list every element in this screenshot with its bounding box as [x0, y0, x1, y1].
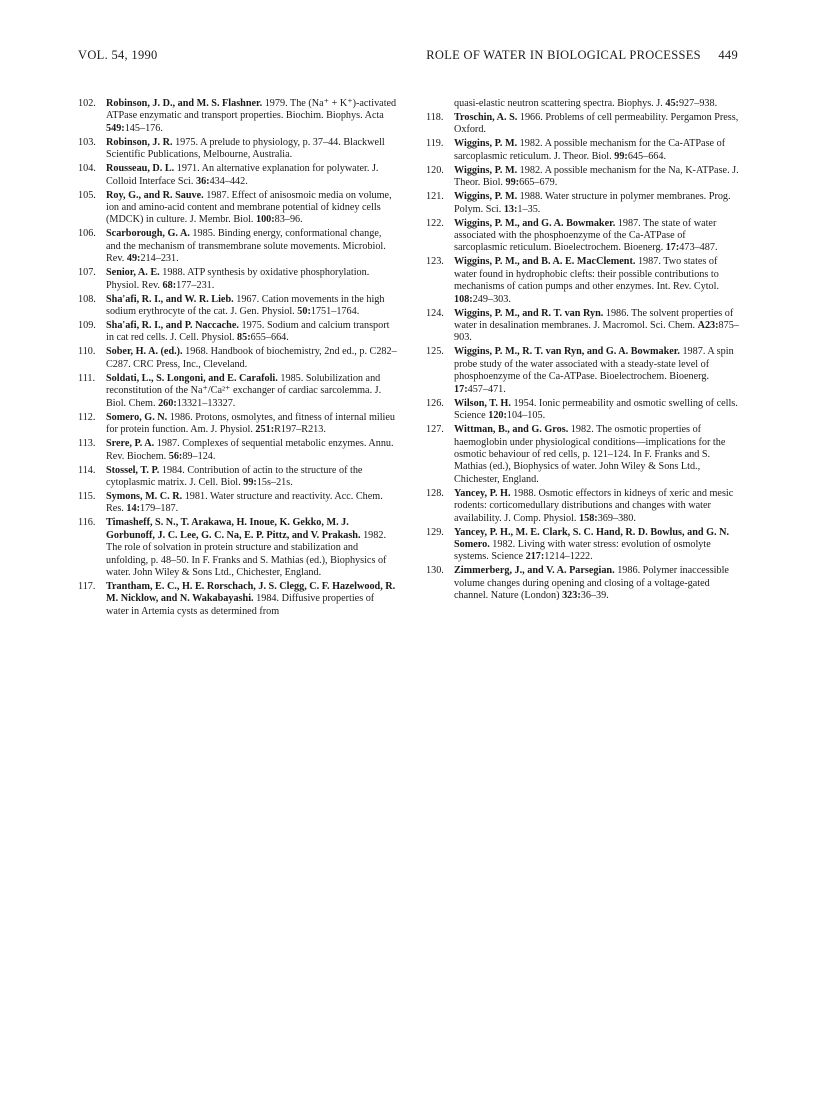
reference-entry: [78, 465, 398, 490]
reference-entry: [426, 565, 740, 602]
reference-pages: 1751–1764.: [310, 306, 360, 318]
reference-entry: [78, 267, 398, 292]
reference-text: 1975. Sodium and calcium transport in cat red cells. J. Cell. Physiol.: [106, 320, 390, 344]
reference-entry: [426, 424, 740, 486]
reference-authors: Wiggins, P. M., and R. T. van Ryn.: [454, 307, 604, 319]
reference-number: 116.: [78, 517, 96, 529]
reference-pages: 104–105.: [506, 410, 546, 422]
reference-entry: [426, 191, 740, 216]
reference-text: 1985. Solubilization and reconstitution of the Na⁺/Ca²⁺ exchanger of cardiac sarcolemma. J. Biol. Chem.: [106, 372, 382, 409]
reference-volume: 13:: [503, 203, 518, 215]
reference-entry: [426, 488, 740, 525]
reference-pages: 179–187.: [139, 503, 179, 515]
reference-pages: 249–303.: [472, 293, 511, 305]
reference-volume: 323:: [562, 590, 581, 602]
reference-pages: 15s–21s.: [256, 476, 293, 488]
reference-text: 1982. Living with water stress: evolution of osmolyte systems. Science: [454, 538, 711, 563]
reference-text: 1982. The osmotic properties of haemoglobin under physiological conditions—implications for the osmotic behaviour of red cells, p. 121–124. In F. Franks and S. Mathias (ed.), Biophysics of water. John Wiley & Sons Ltd., Chichester, England.: [454, 424, 726, 485]
references-column-right: [426, 98, 740, 604]
volume-year: VOL. 54, 1990: [78, 48, 158, 62]
reference-authors: Robinson, J. R.: [106, 136, 173, 148]
reference-authors: Wittman, B., and G. Gros.: [454, 424, 569, 436]
reference-pages: 927–938.: [678, 98, 718, 109]
reference-entry: [78, 137, 398, 162]
reference-authors: Senior, A. E.: [106, 267, 160, 279]
reference-volume: 14:: [126, 503, 140, 515]
reference-pages: 89–124.: [182, 450, 216, 462]
reference-number: 125.: [426, 346, 444, 358]
reference-text: 1986. The solvent properties of water in desalination membranes. J. Macromol. Sci. Chem.: [454, 307, 734, 332]
reference-authors: Soldati, L., S. Longoni, and E. Carafoli.: [106, 372, 278, 384]
reference-number: 113.: [78, 438, 96, 450]
reference-text: 1984. Diffusive properties of water in Artemia cysts as determined from: [106, 593, 375, 617]
reference-authors: Scarborough, G. A.: [106, 228, 190, 240]
references-column-left: [78, 98, 398, 620]
reference-number: 129.: [426, 526, 444, 538]
reference-text: 1954. Ionic permeability and osmotic swelling of cells. Science: [454, 397, 738, 422]
reference-entry: [78, 438, 398, 463]
reference-pages: 214–231.: [140, 253, 179, 265]
reference-volume: 217:: [525, 551, 545, 563]
reference-entry: [78, 190, 398, 227]
reference-authors: Yancey, P. H.: [454, 487, 511, 499]
reference-entry: [426, 398, 740, 423]
reference-text: 1987. The state of water associated with the phosphoenzyme of the Ca-ATPase of sarcoplasmic reticulum. Bioelectrochem. Bioenerg.: [454, 217, 717, 254]
reference-entry: [426, 112, 740, 137]
reference-number: 115.: [78, 490, 96, 502]
reference-number: 107.: [78, 267, 96, 279]
reference-volume: 17:: [665, 242, 680, 254]
reference-text: 1987. Complexes of sequential metabolic enzymes. Annu. Rev. Biochem.: [106, 438, 394, 462]
reference-number: 110.: [78, 346, 96, 358]
reference-text: 1981. Water structure and reactivity. Acc. Chem. Res.: [106, 490, 383, 515]
reference-authors: Sober, H. A. (ed.).: [106, 346, 183, 358]
reference-entry: [78, 491, 398, 516]
reference-pages: R197–R213.: [274, 424, 326, 436]
reference-volume: 85:: [237, 332, 251, 344]
reference-pages: 369–380.: [597, 512, 636, 524]
reference-pages: 1214–1222.: [544, 551, 593, 563]
reference-volume: 260:: [158, 397, 177, 409]
reference-authors: Sha'afi, R. I., and W. R. Lieb.: [106, 293, 234, 305]
reference-text: 1988. Water structure in polymer membranes. Prog. Polym. Sci.: [454, 191, 731, 215]
reference-entry: [78, 163, 398, 188]
reference-volume: 549:: [106, 122, 125, 134]
reference-text: 1971. An alternative explanation for polywater. J. Colloid Interface Sci.: [106, 163, 379, 187]
reference-number: 111.: [78, 372, 96, 384]
reference-entry: [78, 294, 398, 319]
reference-number: 130.: [426, 565, 444, 577]
reference-volume: 99:: [505, 177, 520, 189]
reference-entry: [78, 98, 398, 135]
reference-entry: [426, 98, 740, 110]
reference-authors: Yancey, P. H., M. E. Clark, S. C. Hand, R. D. Bowlus, and G. N. Somero.: [454, 526, 730, 550]
reference-number: 104.: [78, 163, 96, 175]
reference-text: 1988. ATP synthesis by oxidative phosphorylation. Physiol. Rev.: [106, 267, 370, 291]
reference-number: 114.: [78, 464, 96, 476]
reference-text: 1979. The (Na⁺ + K⁺)-activated ATPase enzymatic and transport properties. Biochim. Biophys. Acta: [106, 98, 397, 122]
reference-authors: Roy, G., and R. Sauve.: [106, 189, 204, 201]
reference-entry: [426, 165, 740, 190]
reference-pages: 177–231.: [176, 279, 215, 291]
reference-number: 121.: [426, 191, 444, 203]
reference-volume: A23:: [697, 320, 719, 332]
reference-text: 1967. Cation movements in the high sodium erythrocyte of the cat. J. Gen. Physiol.: [106, 293, 385, 318]
reference-authors: Wilson, T. H.: [454, 397, 511, 409]
reference-entry: [426, 346, 740, 396]
reference-pages: 665–679.: [519, 177, 558, 189]
reference-text: quasi-elastic neutron scattering spectra. Biophys. J.: [454, 98, 666, 109]
reference-text: 1985. Binding energy, conformational change, and the mechanism of transmembrane solute movements. Microbiol. Rev.: [106, 228, 386, 265]
reference-text: 1987. Effect of anisosmoic media on volume, ion and amino-acid content and membrane potential of kidney cells (MDCK) in culture. J. Membr. Biol.: [106, 189, 392, 226]
reference-entry: [426, 218, 740, 255]
reference-volume: 108:: [454, 293, 473, 305]
reference-volume: 99:: [614, 150, 628, 162]
reference-entry: [426, 308, 740, 345]
reference-entry: [78, 581, 398, 618]
reference-authors: Wiggins, P. M., R. T. van Ryn, and G. A. Bowmaker.: [454, 346, 680, 358]
reference-pages: 875–903.: [454, 320, 739, 344]
reference-pages: 434–442.: [209, 175, 248, 187]
reference-text: 1966. Problems of cell permeability. Pergamon Press, Oxford.: [454, 112, 739, 136]
reference-authors: Wiggins, P. M., and G. A. Bowmaker.: [454, 217, 616, 229]
reference-volume: 251:: [255, 424, 275, 436]
reference-volume: 56:: [168, 450, 183, 462]
reference-number: 105.: [78, 189, 96, 201]
reference-volume: 99:: [243, 476, 257, 488]
reference-number: 127.: [426, 424, 444, 436]
reference-entry: [78, 373, 398, 410]
reference-number: 108.: [78, 293, 96, 305]
reference-volume: 45:: [665, 98, 679, 109]
reference-number: 122.: [426, 217, 444, 229]
reference-pages: 655–664.: [250, 332, 289, 344]
reference-pages: 457–471.: [467, 383, 506, 395]
reference-text: 1982. The role of solvation in protein structure and stabilization and unfolding, p. 48–50. In F. Franks and S. Mathias (ed.), Biophysics of water. John Wiley & Sons Ltd., Chichester, England.: [106, 529, 387, 578]
running-title: ROLE OF WATER IN BIOLOGICAL PROCESSES: [426, 48, 701, 62]
reference-text: 1986. Protons, osmolytes, and fitness of internal milieu for protein function. Am. J. Physiol.: [106, 411, 395, 436]
reference-volume: 17:: [454, 383, 468, 395]
reference-entry: [78, 346, 398, 371]
reference-text: 1982. A possible mechanism for the Ca-ATPase of sarcoplasmic reticulum. J. Theor. Biol.: [454, 138, 726, 162]
reference-text: 1975. A prelude to physiology, p. 37–44. Blackwell Scientific Publications, Melbourne, Australia.: [106, 136, 385, 161]
reference-pages: 36–39.: [580, 590, 609, 602]
reference-number: 103.: [78, 136, 96, 148]
reference-authors: Troschin, A. S.: [454, 112, 518, 123]
reference-authors: Robinson, J. D., and M. S. Flashner.: [106, 98, 263, 109]
reference-volume: 68:: [162, 279, 177, 291]
reference-number: 102.: [78, 98, 96, 109]
reference-number: 124.: [426, 307, 444, 319]
reference-number: 106.: [78, 228, 96, 240]
reference-entry: [78, 228, 398, 265]
reference-authors: Trantham, E. C., H. E. Rorschach, J. S. Clegg, C. F. Hazelwood, R. M. Nicklow, and N. Wakabayashi.: [106, 580, 396, 605]
reference-pages: 645–664.: [627, 150, 667, 162]
reference-pages: 1–35.: [517, 203, 541, 215]
reference-entry: [78, 320, 398, 345]
running-header: [78, 48, 738, 66]
reference-text: 1982. A possible mechanism for the Na, K-ATPase. J. Theor. Biol.: [454, 164, 739, 189]
reference-pages: 13321–13327.: [176, 397, 236, 409]
reference-pages: 83–96.: [274, 214, 303, 226]
running-title-and-page: [426, 48, 738, 63]
reference-text: 1968. Handbook of biochemistry, 2nd ed., p. C282–C287. CRC Press, Inc., Cleveland.: [106, 346, 397, 370]
reference-text: 1988. Osmotic effectors in kidneys of xeric and mesic rodents: corticomedullary distributions and changes with water availability. J. Comp. Physiol.: [454, 487, 734, 524]
reference-number: 117.: [78, 580, 96, 592]
reference-number: 112.: [78, 411, 96, 423]
reference-volume: 158:: [579, 512, 598, 524]
reference-number: 119.: [426, 138, 444, 150]
reference-text: 1986. Polymer inaccessible volume changes during opening and closing of a voltage-gated channel. Nature (London): [454, 565, 729, 602]
reference-volume: 50:: [297, 306, 311, 318]
reference-entry: [78, 412, 398, 437]
reference-authors: Stossel, T. P.: [106, 464, 160, 476]
reference-authors: Symons, M. C. R.: [106, 490, 183, 502]
reference-number: 109.: [78, 320, 96, 332]
reference-entry: [426, 138, 740, 163]
reference-volume: 120:: [488, 410, 507, 422]
reference-volume: 49:: [126, 253, 141, 265]
reference-authors: Wiggins, P. M.: [454, 138, 518, 150]
reference-pages: 145–176.: [124, 122, 163, 134]
reference-authors: Rousseau, D. L.: [106, 163, 175, 175]
reference-number: 128.: [426, 487, 444, 499]
reference-authors: Somero, G. N.: [106, 411, 168, 423]
reference-text: 1987. Two states of water found in hydrophobic clefts: their possible contributions to mechanisms of cation pumps and other enzymes. Int. Rev. Cytol.: [454, 256, 720, 293]
reference-number: 118.: [426, 112, 444, 123]
page-number: 449: [718, 48, 738, 62]
reference-pages: 473–487.: [679, 242, 718, 254]
reference-authors: Wiggins, P. M., and B. A. E. MacClement.: [454, 256, 636, 268]
reference-volume: 36:: [195, 175, 210, 187]
reference-authors: Timasheff, S. N., T. Arakawa, H. Inoue, K. Gekko, M. J. Gorbunoff, J. C. Lee, G. C. Na, E. P. Pittz, and V. Prakash.: [106, 517, 361, 541]
reference-authors: Wiggins, P. M.: [454, 164, 518, 176]
reference-number: 126.: [426, 397, 444, 409]
reference-authors: Wiggins, P. M.: [454, 191, 518, 203]
reference-authors: Srere, P. A.: [106, 438, 155, 450]
reference-authors: Zimmerberg, J., and V. A. Parsegian.: [454, 565, 615, 577]
reference-entry: [426, 256, 740, 306]
reference-volume: 100:: [255, 214, 275, 226]
reference-number: 123.: [426, 256, 444, 268]
reference-text: 1984. Contribution of actin to the structure of the cytoplasmic matrix. J. Cell. Biol.: [106, 464, 363, 488]
reference-entry: [426, 527, 740, 564]
reference-entry: [78, 517, 398, 579]
reference-number: 120.: [426, 164, 444, 176]
reference-authors: Sha'afi, R. I., and P. Naccache.: [106, 320, 239, 332]
reference-text: 1987. A spin probe study of the water associated with a steady-state level of phosphoenzyme of the Ca-ATPase. Bioelectrochem. Bioenerg.: [454, 346, 734, 383]
